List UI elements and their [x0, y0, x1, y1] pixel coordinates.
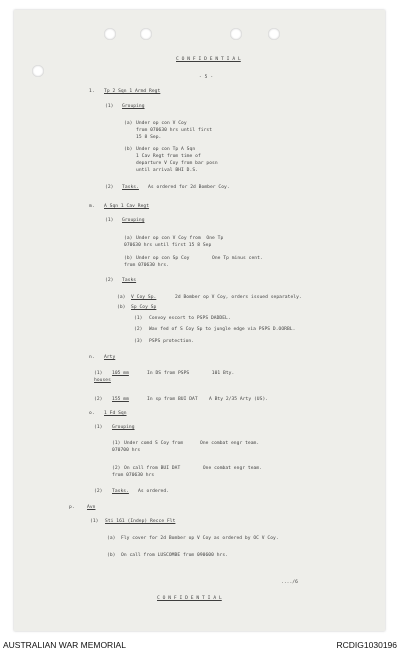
- item-number: (a): [124, 121, 133, 126]
- item-number: (2): [112, 466, 121, 471]
- para-number: (1): [90, 519, 99, 524]
- para-text: As ordered for 2d Bomber Coy.: [148, 185, 230, 190]
- continuation-marker: ..../6: [281, 580, 298, 585]
- item-line: Under op con V Coy: [136, 121, 187, 126]
- item-text: 2d Bomber op V Coy, orders issued separately.: [175, 295, 302, 300]
- item-label: Sp Coy Sp: [131, 305, 157, 310]
- item-text: In DS from PSPS 101 Bty.: [147, 371, 235, 376]
- item-number: (2): [94, 397, 103, 402]
- section-title: Arty: [104, 355, 116, 360]
- item-text: Fly cover for 2d Bomber op V Coy as ordered by OC V Coy.: [121, 536, 279, 541]
- para-text: As ordered.: [138, 489, 169, 494]
- para-number: (1): [105, 218, 114, 223]
- punch-hole: [32, 65, 44, 77]
- section-number: 1.: [89, 89, 95, 94]
- item-text: On call from LUSCOMBE from 090600 hrs.: [121, 553, 228, 558]
- section-title: Tp 2 Sqn 1 Armd Regt: [104, 89, 161, 94]
- subitem-number: (1): [134, 316, 143, 321]
- item-line: 070630 hrs until first 15 8 Sep: [124, 243, 212, 248]
- subitem-number: (3): [134, 339, 143, 344]
- archive-credit: AUSTRALIAN WAR MEMORIAL: [3, 640, 126, 650]
- para-title: Grouping: [122, 104, 145, 109]
- para-number: (1): [105, 104, 114, 109]
- item-number: (b): [124, 147, 133, 152]
- section-number: p.: [69, 505, 75, 510]
- para-title: Tasks: [122, 278, 137, 283]
- item-label: V Coy Sp.: [131, 295, 157, 300]
- item-number: (1): [112, 441, 121, 446]
- item-number: (b): [117, 305, 126, 310]
- item-line: 070700 hrs: [112, 448, 141, 453]
- punch-hole: [104, 28, 116, 40]
- item-label: houses: [94, 378, 111, 383]
- item-line: until arrival BHI D.S.: [136, 168, 198, 173]
- subitem-text: PSPS protection.: [149, 339, 195, 344]
- para-title: Tasks.: [112, 489, 129, 494]
- section-title: 1 Fd Sqn: [104, 411, 127, 416]
- page-number: - 5 -: [199, 75, 214, 80]
- item-line: Under op con Sp Coy One Tp minus cent.: [136, 256, 263, 261]
- item-line: On call from BUI DAT One combat engr team.: [124, 466, 262, 471]
- section-number: m.: [89, 204, 95, 209]
- item-text: In sp from BUI DAT A Bty 2/35 Arty (US).: [147, 397, 269, 402]
- item-label: 105 mm: [112, 371, 129, 376]
- para-title: Grouping: [112, 425, 135, 430]
- classification-footer: C O N F I D E N T I A L: [157, 596, 222, 601]
- item-line: 15 8 Sep.: [136, 135, 162, 140]
- section-title: Avn: [87, 505, 96, 510]
- punch-hole: [140, 28, 152, 40]
- para-title: Sti 161 (Indep) Recce Flt: [105, 519, 176, 524]
- archive-id: RCDIG1030196: [336, 640, 397, 650]
- punch-hole: [230, 28, 242, 40]
- section-number: n.: [89, 355, 95, 360]
- subitem-number: (2): [134, 327, 143, 332]
- item-line: from 070630 hrs until first: [136, 128, 213, 133]
- section-number: o.: [89, 411, 95, 416]
- item-line: Under op con Tp A Sqn: [136, 147, 196, 152]
- item-number: (a): [117, 295, 126, 300]
- item-line: 1 Cav Regt from time of: [136, 154, 201, 159]
- para-number: (2): [94, 489, 103, 494]
- item-line: from 070630 hrs: [112, 473, 155, 478]
- item-line: from 070630 hrs.: [124, 263, 170, 268]
- para-number: (2): [105, 278, 114, 283]
- item-line: Under op con V Coy from One Tp: [136, 236, 224, 241]
- item-number: (b): [107, 553, 116, 558]
- subitem-text: Convoy escort to PSPS DADDEL.: [149, 316, 231, 321]
- para-title: Tasks.: [122, 185, 139, 190]
- subitem-text: Wav fed of S Coy Sp to jungle edge via PSPS D.OORBL.: [149, 327, 296, 332]
- para-title: Grouping: [122, 218, 145, 223]
- section-title: A Sqn 1 Cav Regt: [104, 204, 150, 209]
- item-line: Under comd S Coy from One combat engr team.: [124, 441, 260, 446]
- item-number: (a): [124, 236, 133, 241]
- para-number: (2): [105, 185, 114, 190]
- para-number: (1): [94, 425, 103, 430]
- item-number: (1): [94, 371, 103, 376]
- item-line: departure V Coy from bar posn: [136, 161, 218, 166]
- classification-header: C O N F I D E N T I A L: [176, 57, 241, 62]
- item-number: (b): [124, 256, 133, 261]
- punch-hole: [268, 28, 280, 40]
- item-number: (a): [107, 536, 116, 541]
- item-label: 155 mm: [112, 397, 129, 402]
